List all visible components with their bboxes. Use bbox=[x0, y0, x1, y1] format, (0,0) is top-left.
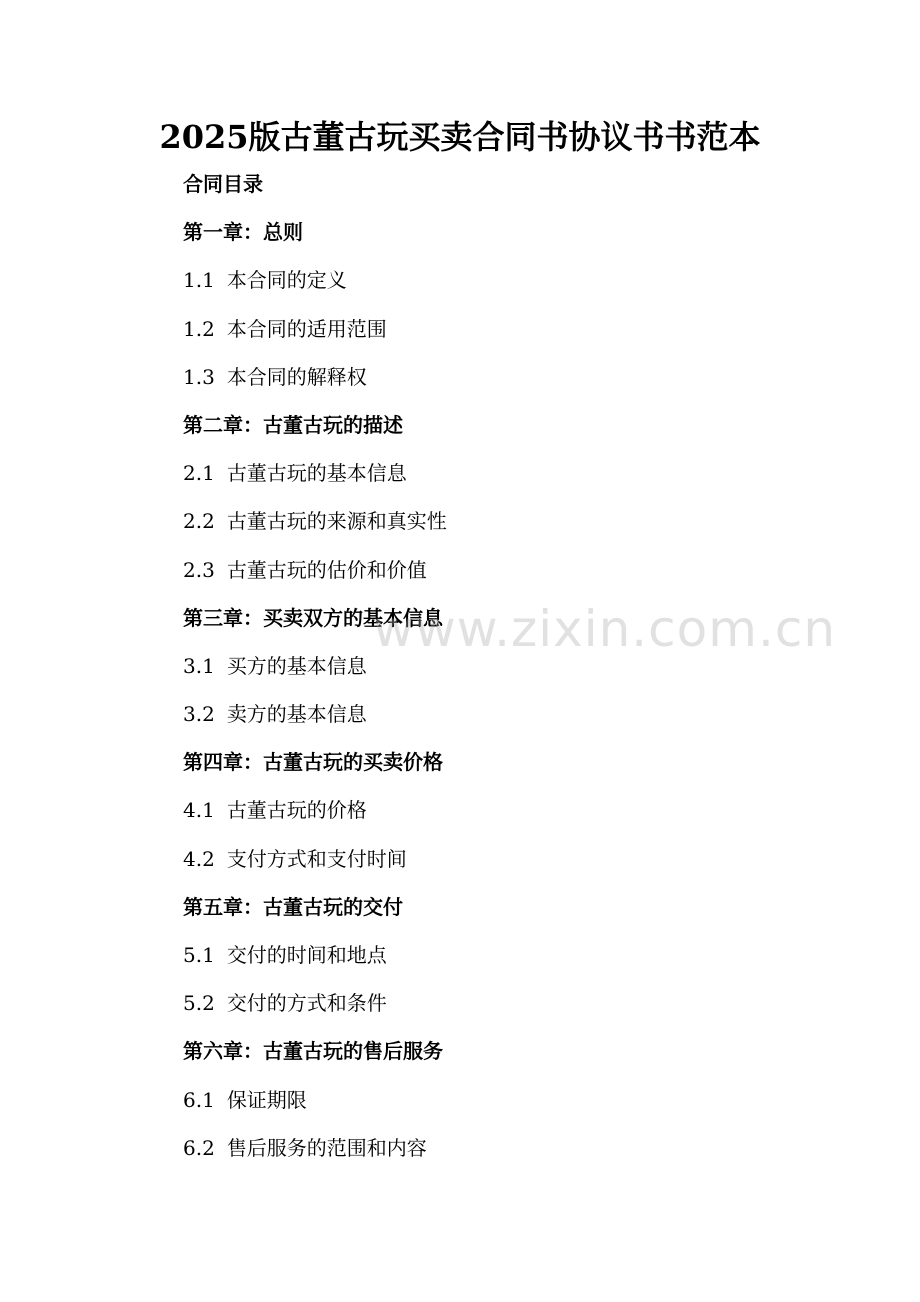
section-title: 售后服务的范围和内容 bbox=[226, 1135, 427, 1160]
section-title: 交付的方式和条件 bbox=[226, 991, 387, 1016]
section-title: 保证期限 bbox=[226, 1087, 307, 1112]
watermark: www.zixin.com.cn bbox=[373, 600, 837, 658]
section-item bbox=[183, 1083, 823, 1131]
toc-heading: 合同目录 bbox=[183, 172, 263, 196]
chapter-heading: 第三章：买卖双方的基本信息 bbox=[183, 605, 443, 630]
section-title: 支付方式和支付时间 bbox=[226, 846, 407, 871]
section-title: 古董古玩的基本信息 bbox=[226, 461, 407, 486]
section-title: 古董古玩的价格 bbox=[226, 798, 367, 823]
section-item bbox=[183, 1131, 823, 1179]
section-number: 2.2 bbox=[183, 509, 215, 534]
section-number: 3.2 bbox=[183, 702, 215, 727]
section-title: 交付的时间和地点 bbox=[226, 943, 387, 967]
section-title: 本合同的适用范围 bbox=[226, 316, 387, 341]
chapter-heading: 第六章：古董古玩的售后服务 bbox=[183, 1039, 443, 1064]
section-number: 4.1 bbox=[183, 798, 215, 823]
chapter-heading: 第四章：古董古玩的买卖价格 bbox=[183, 750, 443, 775]
section-title: 买方的基本信息 bbox=[226, 653, 367, 678]
section-item bbox=[183, 842, 823, 890]
section-item bbox=[183, 263, 823, 311]
section-number: 6.2 bbox=[183, 1135, 215, 1160]
section-number: 1.3 bbox=[183, 364, 215, 389]
section-title: 本合同的解释权 bbox=[226, 364, 367, 389]
section-title: 卖方的基本信息 bbox=[226, 702, 367, 727]
section-item bbox=[183, 793, 823, 841]
section-item bbox=[183, 649, 823, 697]
chapter-heading: 第五章：古董古玩的交付 bbox=[183, 894, 403, 919]
chapter-heading: 第二章：古董古玩的描述 bbox=[183, 412, 403, 437]
section-title: 本合同的定义 bbox=[226, 268, 347, 293]
document-title: 2025版古董古玩买卖合同书协议书书范本 bbox=[159, 118, 761, 156]
section-number: 1.1 bbox=[183, 268, 215, 293]
section-number: 1.2 bbox=[183, 316, 215, 341]
section-number: 3.1 bbox=[183, 653, 215, 678]
section-title: 古董古玩的来源和真实性 bbox=[226, 509, 447, 534]
section-item bbox=[183, 986, 823, 1034]
section-number: 2.1 bbox=[183, 461, 215, 486]
section-number: 4.2 bbox=[183, 846, 215, 871]
section-item bbox=[183, 938, 823, 986]
section-title: 古董古玩的估价和价值 bbox=[226, 557, 427, 582]
section-item bbox=[183, 553, 823, 601]
section-number: 2.3 bbox=[183, 557, 215, 582]
section-item bbox=[183, 697, 823, 745]
table-of-contents bbox=[183, 167, 823, 1179]
section-item bbox=[183, 504, 823, 552]
section-item bbox=[183, 360, 823, 408]
section-item bbox=[183, 456, 823, 504]
section-number: 5.1 bbox=[183, 943, 215, 967]
section-number: 6.1 bbox=[183, 1087, 215, 1112]
section-number: 5.2 bbox=[183, 991, 215, 1016]
chapter-heading: 第一章：总则 bbox=[183, 220, 303, 245]
section-item bbox=[183, 312, 823, 360]
